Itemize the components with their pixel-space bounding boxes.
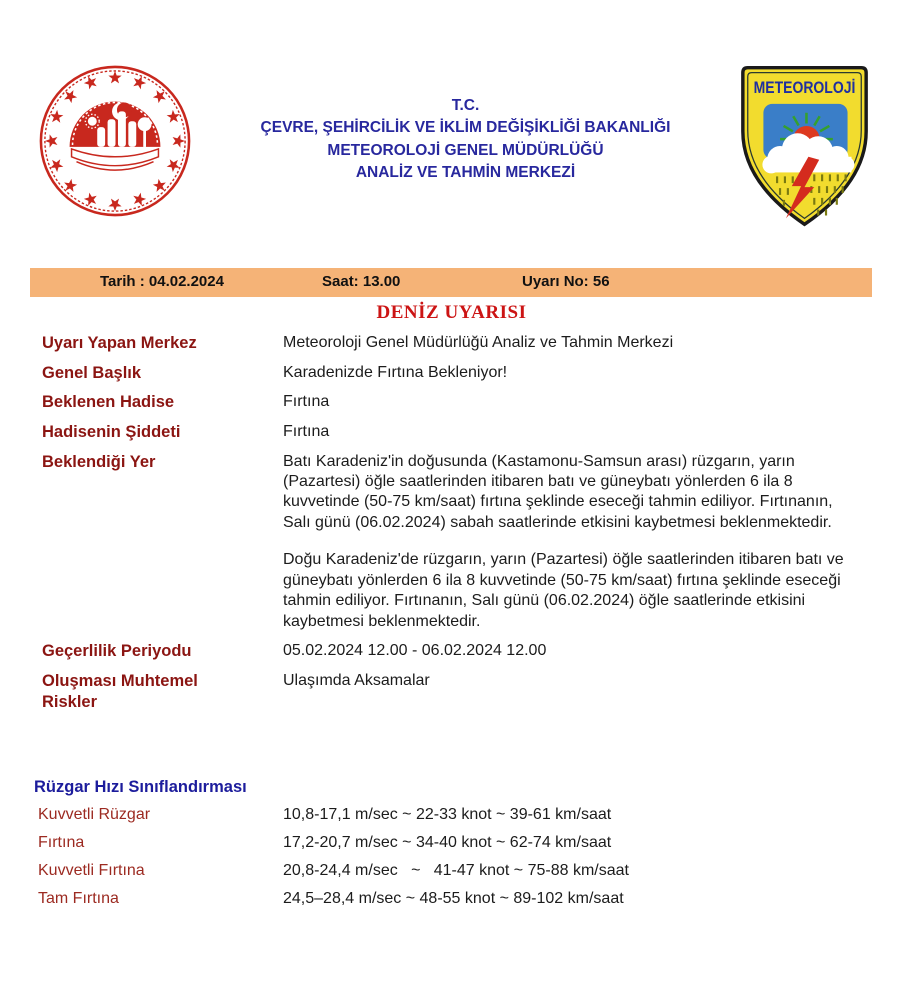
wind-classification-section: [34, 778, 873, 908]
warning-table: [42, 333, 873, 712]
location-paragraph-east-blacksea: Doğu Karadeniz'de rüzgarın, yarın (Pazartesi) öğle saatlerinden itibaren batı ve güneybatı yönlerden 6 ila 8 kuvvetinde (50-75 km/saat) fırtına şeklinde eseceği tahmin ediliyor. Fırtınanın, Salı günü (06.02.2024) öğle saatlerinde etkisini kaybetmesi beklenmektedir.: [283, 551, 844, 630]
title-line-directorate: METEOROLOJİ GENEL MÜDÜRLÜĞÜ: [327, 141, 604, 159]
wind-row-value-strong-storm: 20,8-24,4 m/sec ~ 41-47 knot ~ 75-88 km/saat: [283, 862, 629, 880]
info-bar: [30, 268, 872, 297]
sun-icon: [88, 117, 97, 126]
row-label-general-headline: Genel Başlık: [42, 363, 142, 382]
row-value-expected-event: Fırtına: [283, 393, 330, 411]
meteorology-shield-logo: [736, 62, 873, 230]
row-label-issuing-center: Uyarı Yapan Merkez: [42, 334, 197, 352]
ministry-title-block: [195, 62, 736, 185]
wind-row-label-full-storm: Tam Fırtına: [38, 890, 119, 908]
wind-row-value-full-storm: 24,5–28,4 m/sec ~ 48-55 knot ~ 89-102 km/saat: [283, 890, 624, 908]
title-line-ministry: ÇEVRE, ŞEHİRCİLİK VE İKLİM DEĞİŞİKLİĞİ BAKANLIĞI: [260, 119, 671, 137]
time-label: Saat: 13.00: [322, 273, 401, 290]
ministry-emblem-logo: [35, 62, 195, 220]
row-value-expected-location: [283, 452, 873, 633]
wind-row-value-strong-wind: 10,8-17,1 m/sec ~ 22-33 knot ~ 39-61 km/saat: [283, 806, 612, 824]
row-label-validity-period: Geçerlilik Periyodu: [42, 642, 192, 661]
wind-classification-table: [34, 806, 873, 908]
row-label-event-severity: Hadisenin Şiddeti: [42, 422, 181, 441]
document-header: [0, 0, 903, 230]
row-label-expected-event: Beklenen Hadise: [42, 393, 175, 412]
title-line-center: ANALİZ VE TAHMİN MERKEZİ: [355, 164, 576, 182]
wind-classification-title: Rüzgar Hızı Sınıflandırması: [34, 778, 247, 797]
row-value-event-severity: Fırtına: [283, 422, 330, 440]
warning-title: DENİZ UYARISI: [376, 302, 527, 323]
location-paragraph-west-blacksea: Batı Karadeniz'in doğusunda (Kastamonu-Samsun arası) rüzgarın, yarın (Pazartesi) öğle saatlerinden itibaren batı ve güneybatı yönlerden 6 ila 8 kuvvetinde (50-75 km/saat) fırtına şeklinde eseceği tahmin ediliyor. Fırtınanın, Salı günü (06.02.2024) sabah saatlerinde etkisini kaybetmesi beklenmektedir.: [283, 452, 833, 531]
open-book-icon: [72, 149, 159, 166]
row-value-general-headline: Karadenizde Fırtına Bekleniyor!: [283, 363, 508, 381]
row-value-validity-period: 05.02.2024 12.00 - 06.02.2024 12.00: [283, 642, 547, 660]
wind-row-label-strong-storm: Kuvvetli Fırtına: [38, 862, 145, 880]
row-value-possible-risks: Ulaşımda Aksamalar: [283, 671, 430, 689]
wind-row-value-storm: 17,2-20,7 m/sec ~ 34-40 knot ~ 62-74 km/saat: [283, 834, 612, 852]
row-label-expected-location: Beklendiği Yer: [42, 452, 156, 471]
title-line-tc: T.C.: [451, 97, 480, 114]
row-label-possible-risks: Oluşması Muhtemel Riskler: [42, 671, 198, 711]
date-label: Tarih : 04.02.2024: [100, 273, 224, 290]
shield-logo-text: METEOROLOJİ: [753, 78, 856, 98]
wind-row-label-storm: Fırtına: [38, 834, 85, 852]
warning-number-label: Uyarı No: 56: [522, 273, 610, 290]
row-value-issuing-center: Meteoroloji Genel Müdürlüğü Analiz ve Tahmin Merkezi: [283, 334, 674, 351]
wind-row-label-strong-wind: Kuvvetli Rüzgar: [38, 806, 151, 824]
